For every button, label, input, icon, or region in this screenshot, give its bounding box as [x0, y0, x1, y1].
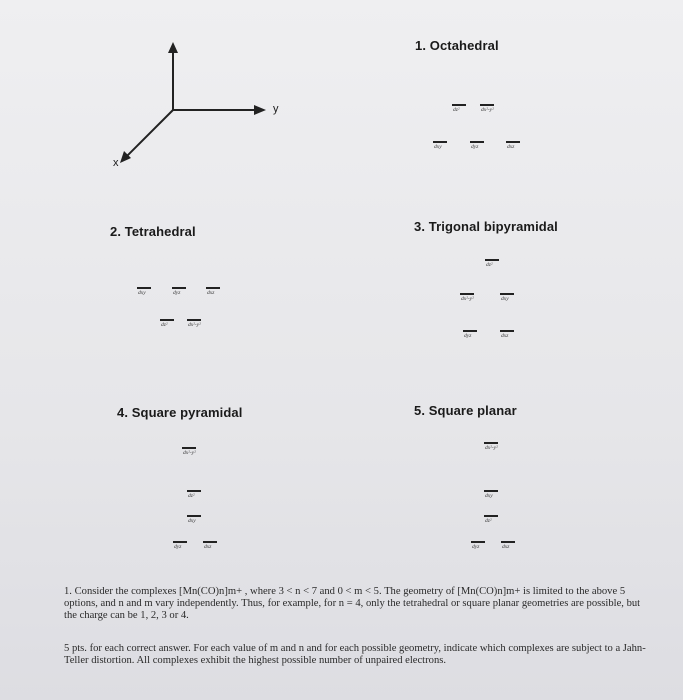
octahedral-level-dx2y2: dx²-y² — [480, 104, 494, 118]
x-axis-label: x — [113, 157, 119, 169]
y-axis-arrowhead — [254, 105, 266, 115]
coordinate-axes-diagram — [100, 40, 300, 180]
trigonal-level-dxy: dxy — [500, 293, 514, 307]
sqplanar-level-dz2: dz² — [484, 515, 498, 529]
tetrahedral-level-dz2: dz² — [160, 319, 174, 333]
question-paragraph-2: 5 pts. for each correct answer. For each value of m and n and for each possible geometry, indicate which complexes are subject to a Jahn-Teller distortion. All complexes exhibit the highest possible number of unpaired electrons. — [64, 643, 646, 666]
x-axis — [125, 110, 173, 158]
octahedral-level-dyz: dyz — [470, 141, 484, 155]
sqplanar-level-dyz: dyz — [471, 541, 485, 555]
tetrahedral-level-dxz: dxz — [206, 287, 220, 301]
trigonal-level-dxz: dxz — [500, 330, 514, 344]
sqpyramidal-level-dxz: dxz — [203, 541, 217, 555]
sqpyramidal-level-dx2y2: dx²-y² — [182, 447, 196, 461]
sqplanar-level-dxy: dxy — [484, 490, 498, 504]
square-pyramidal-title: 4. Square pyramidal — [117, 405, 243, 420]
square-planar-title: 5. Square planar — [414, 403, 517, 418]
octahedral-level-dxy: dxy — [433, 141, 447, 155]
trigonal-level-dyz: dyz — [463, 330, 477, 344]
trigonal-bipyramidal-title: 3. Trigonal bipyramidal — [414, 219, 558, 234]
sqpyramidal-level-dxy: dxy — [187, 515, 201, 529]
octahedral-level-dxz: dxz — [506, 141, 520, 155]
sqplanar-level-dxz: dxz — [501, 541, 515, 555]
tetrahedral-title: 2. Tetrahedral — [110, 224, 196, 239]
octahedral-title: 1. Octahedral — [415, 38, 499, 53]
z-axis-arrowhead — [168, 42, 178, 53]
sqplanar-level-dx2y2: dx²-y² — [484, 442, 498, 456]
trigonal-level-dx2y2: dx²-y² — [460, 293, 474, 307]
tetrahedral-level-dx2y2: dx²-y² — [187, 319, 201, 333]
y-axis-label: y — [273, 103, 279, 115]
octahedral-level-dz2: dz² — [452, 104, 466, 118]
trigonal-level-dz2: dz² — [485, 259, 499, 273]
tetrahedral-level-dyz: dyz — [172, 287, 186, 301]
tetrahedral-level-dxy: dxy — [137, 287, 151, 301]
question-paragraph-1: 1. Consider the complexes [Mn(CO)n]m+ , where 3 < n < 7 and 0 < m < 5. The geometry of [Mn(CO)n]m+ is limited to the above 5 options, and n and m vary independently. Thus, for example, for n = 4, only the tetrahedral or square planar geometries are possible, but the charge can be 1, 2, 3 or 4. — [64, 586, 641, 621]
sqpyramidal-level-dyz: dyz — [173, 541, 187, 555]
sqpyramidal-level-dz2: dz² — [187, 490, 201, 504]
